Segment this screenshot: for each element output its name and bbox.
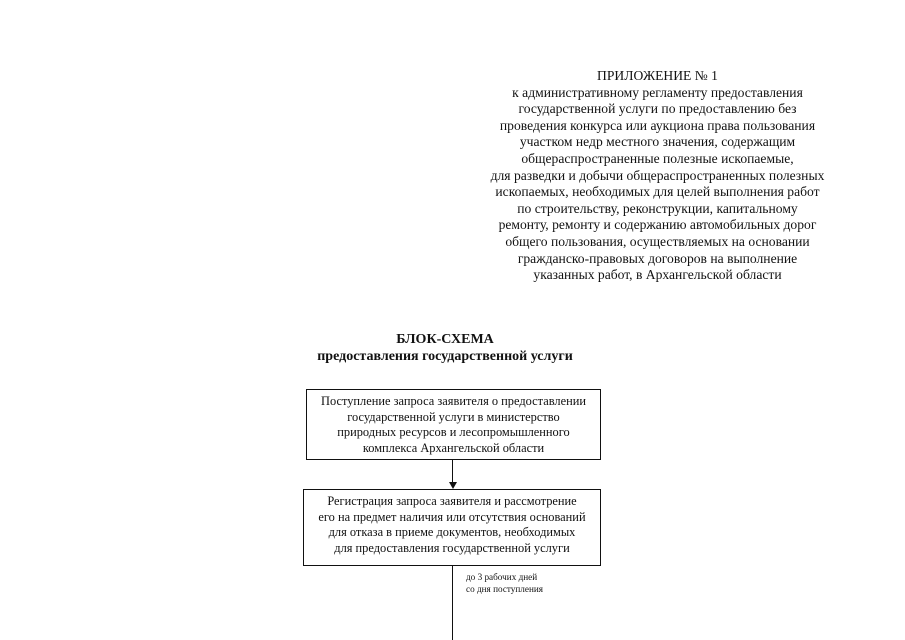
flowchart-heading (290, 331, 600, 365)
appendix-text-line: проведения конкурса или аукциона права пользования (499, 117, 816, 133)
flowchart-step-request-receipt (306, 389, 601, 460)
connector-duration-note (466, 571, 543, 595)
appendix-text-line: по строительству, реконструкции, капитальному (517, 200, 798, 216)
connector-line (452, 460, 453, 484)
arrow-down-icon (449, 482, 457, 489)
step-text-line: для отказа в приеме документов, необходимых (328, 525, 576, 540)
appendix-text-line: общераспространенные полезные ископаемые, (521, 150, 794, 166)
flowchart-subtitle: предоставления государственной услуги (317, 349, 573, 364)
flowchart-title: БЛОК-СХЕМА (396, 332, 494, 347)
step-text-line: для предоставления государственной услуги (334, 540, 570, 555)
appendix-text-line: общего пользования, осуществляемых на основании (505, 233, 810, 249)
connector-line (452, 566, 453, 640)
step-text-line: комплекса Архангельской области (362, 440, 545, 455)
note-line: со дня поступления (466, 584, 544, 594)
appendix-text-line: к административному регламенту предоставления (512, 84, 803, 100)
appendix-text-line: указанных работ, в Архангельской области (533, 267, 782, 283)
step-text-line: государственной услуги в министерство (347, 409, 560, 424)
appendix-text-line: ремонту, ремонту и содержанию автомобильных дорог (498, 217, 817, 233)
note-line: до 3 рабочих дней (466, 572, 538, 582)
step-text-line: природных ресурсов и лесопромышленного (337, 425, 570, 440)
appendix-text-line: участком недр местного значения, содержащим (519, 134, 796, 150)
appendix-header (470, 68, 845, 284)
appendix-text-line: гражданско-правовых договоров на выполнение (517, 250, 798, 266)
step-text-line: его на предмет наличия или отсутствия оснований (318, 509, 586, 524)
appendix-title: ПРИЛОЖЕНИЕ № 1 (597, 68, 718, 83)
step-text-line: Поступление запроса заявителя о предоставлении (321, 394, 586, 408)
appendix-text-line: ископаемых, необходимых для целей выполнения работ (495, 184, 820, 200)
appendix-text-line: для разведки и добычи общераспространенных полезных (490, 167, 825, 183)
appendix-text-line: государственной услуги по предоставлению без (518, 101, 797, 117)
flowchart-step-registration (303, 489, 601, 566)
step-text-line: Регистрация запроса заявителя и рассмотрение (327, 494, 577, 508)
